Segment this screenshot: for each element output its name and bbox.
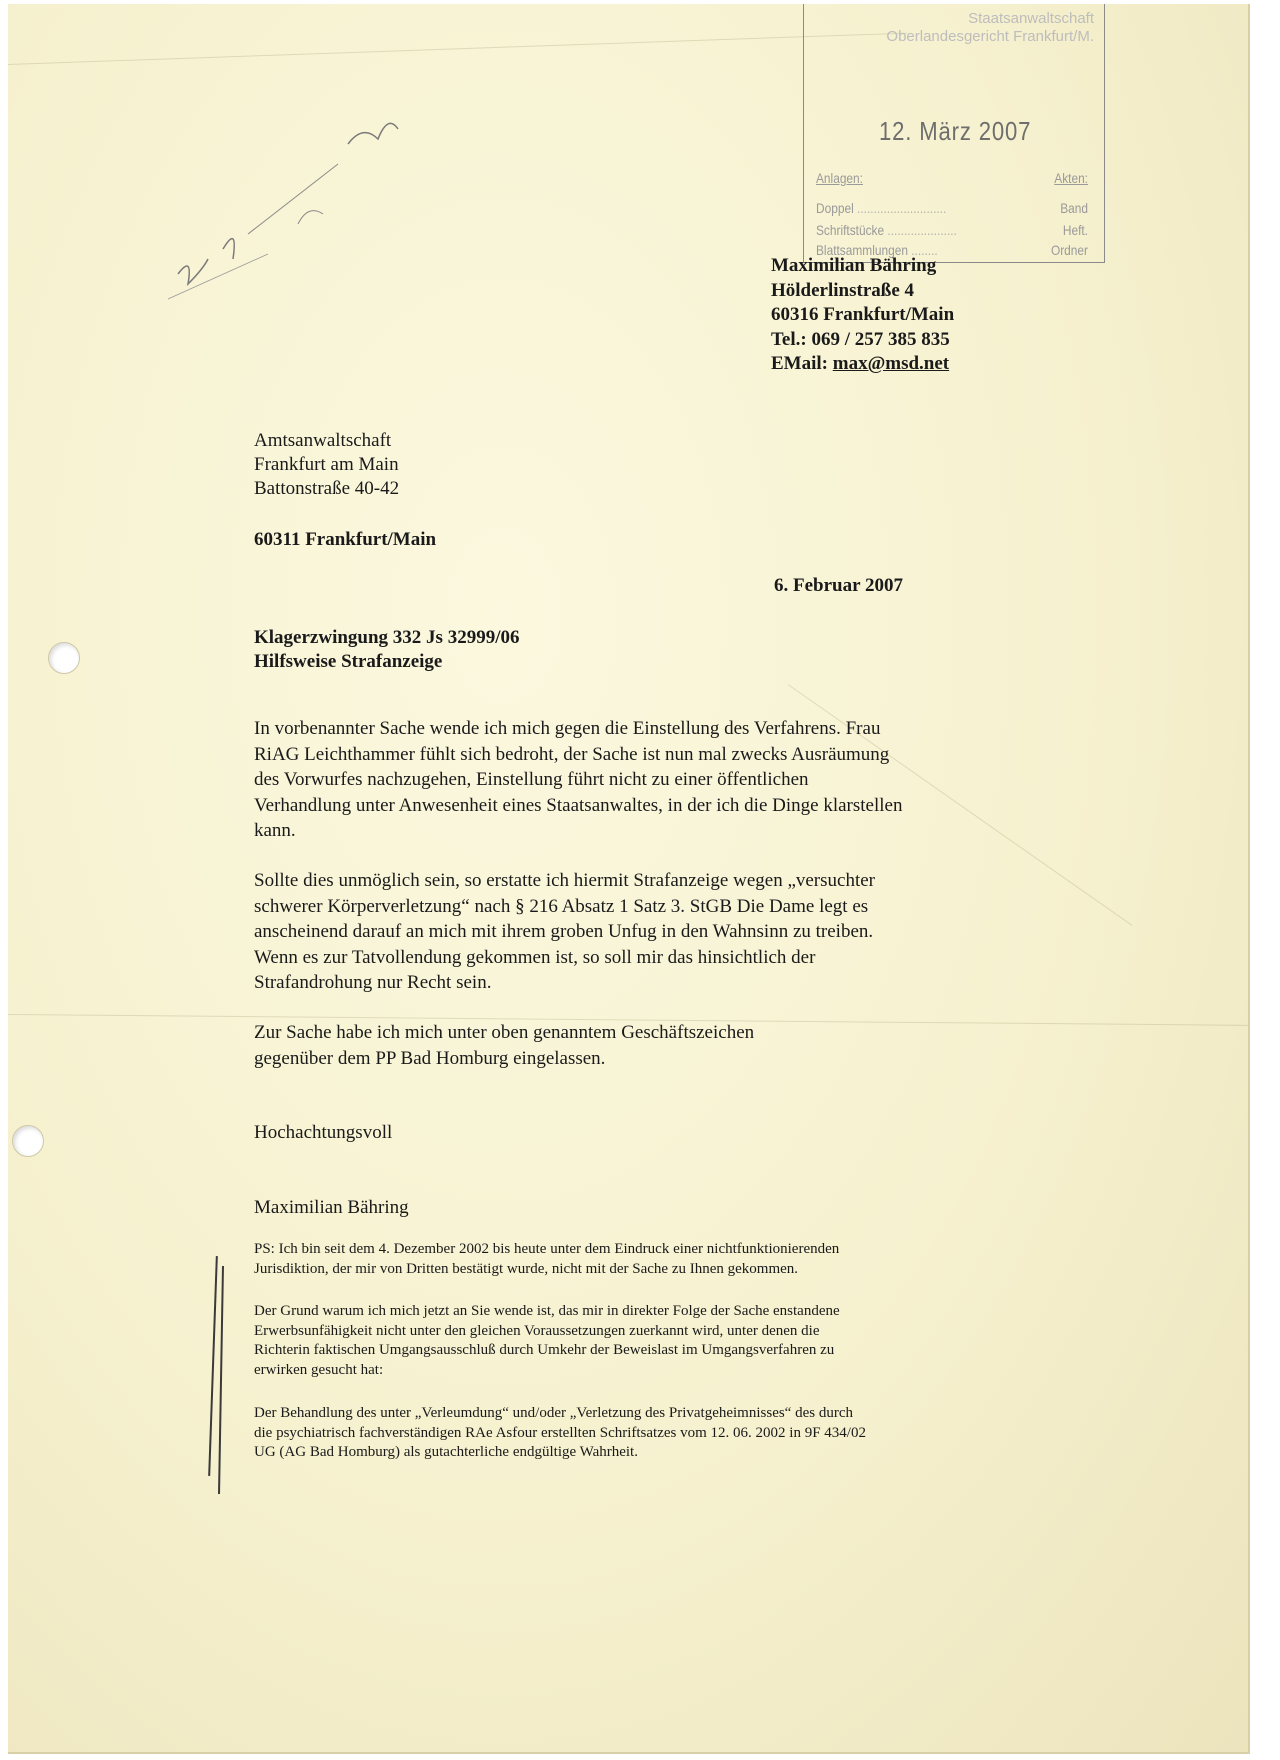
paper-crease xyxy=(8,33,907,65)
body-paragraph-2 xyxy=(254,868,1014,996)
sender-street: Hölderlinstraße 4 xyxy=(771,279,915,301)
stamp-row-anlagen xyxy=(816,170,1088,186)
closing-greeting: Hochachtungsvoll xyxy=(254,1122,393,1143)
sender-phone: Tel.: 069 / 257 385 835 xyxy=(771,328,950,350)
letter-date: 6. Februar 2007 xyxy=(774,575,903,596)
body-line: Sollte dies unmöglich sein, so erstatte ich hiermit Strafanzeige wegen „versuchter xyxy=(254,870,875,891)
stamp-doppel-label: Doppel xyxy=(816,200,854,216)
stamp-dots: ........ xyxy=(911,242,938,258)
handwritten-note xyxy=(148,84,468,324)
ps-line: PS: Ich bin seit dem 4. Dezember 2002 bis heute unter dem Eindruck einer nichtfunktionierenden xyxy=(254,1241,840,1257)
body-line: gegenüber dem PP Bad Homburg eingelassen. xyxy=(254,1047,606,1069)
body-line: In vorbenannter Sache wende ich mich gegen die Einstellung des Verfahrens. Frau xyxy=(254,718,881,739)
stamp-row-schriftstuecke xyxy=(816,222,1088,238)
recipient-line2: Frankfurt am Main xyxy=(254,454,399,475)
stamp-heft-label: Heft. xyxy=(1062,222,1088,238)
sender-name: Maximilian Bähring xyxy=(771,255,937,276)
recipient-city: 60311 Frankfurt/Main xyxy=(254,529,437,550)
sender-email-line xyxy=(771,352,954,377)
stamp-akten-label: Akten: xyxy=(1054,170,1088,186)
body-line: Zur Sache habe ich mich unter oben genanntem Geschäftszeichen xyxy=(254,1022,755,1043)
body-paragraph-1 xyxy=(254,716,1014,844)
stamp-anlagen-label: Anlagen: xyxy=(816,170,863,186)
stamp-header xyxy=(814,10,1094,46)
stamp-header-line2: Oberlandesgericht Frankfurt/M. xyxy=(886,28,1094,45)
body-line: schwerer Körperverletzung“ nach § 216 Absatz 1 Satz 3. StGB Die Dame legt es xyxy=(254,895,869,917)
ps-line: Jurisdiktion, der mir von Dritten bestätigt wurde, nicht mit der Sache zu Ihnen gekommen. xyxy=(254,1260,799,1277)
ps-line: erwirken gesucht hat: xyxy=(254,1361,384,1378)
postscript-paragraph-3 xyxy=(254,1404,1014,1463)
subject-line1: Klagerzwingung 332 Js 32999/06 xyxy=(254,627,520,648)
sender-email-label: EMail: xyxy=(771,353,833,374)
recipient-line3: Battonstraße 40-42 xyxy=(254,478,400,499)
body-line: kann. xyxy=(254,820,296,841)
signature-name: Maximilian Bähring xyxy=(254,1197,409,1218)
recipient-address xyxy=(254,429,399,501)
stamp-row-doppel xyxy=(816,200,1088,216)
stamp-dots: ........................... xyxy=(857,200,947,216)
stamp-band-label: Band xyxy=(1060,200,1088,216)
ps-line: Erwerbsunfähigkeit nicht unter den gleichen Voraussetzungen zuerkannt wird, unter denen die xyxy=(254,1322,820,1339)
stamp-header-line1: Staatsanwaltschaft xyxy=(968,10,1094,27)
body-line: Wenn es zur Tatvollendung gekommen ist, so soll mir das hinsichtlich der xyxy=(254,946,816,968)
ps-line: Der Grund warum ich mich jetzt an Sie wende ist, das mir in direkter Folge der Sache enstandene xyxy=(254,1303,840,1319)
stamp-dots: ..................... xyxy=(887,222,957,238)
postscript-paragraph-1 xyxy=(254,1240,1014,1279)
stamp-date: 12. März 2007 xyxy=(879,116,1032,146)
body-line: Strafandrohung nur Recht sein. xyxy=(254,972,492,993)
sender-address xyxy=(771,254,954,377)
body-line: anscheinend darauf an mich mit ihrem groben Unfug in den Wahnsinn zu treiben. xyxy=(254,921,874,942)
stamp-blattsammlungen-label: Blattsammlungen xyxy=(816,242,908,258)
stamp-schriftstuecke-label: Schriftstücke xyxy=(816,222,885,238)
letter-page xyxy=(8,4,1250,1754)
body-line: Verhandlung unter Anwesenheit eines Staatsanwaltes, in der ich die Dinge klarstellen xyxy=(254,794,903,816)
ps-line: die psychiatrisch fachverständigen RAe Asfour erstellten Schriftsatzes vom 12. 06. 2002 in 9F 434/02 xyxy=(254,1424,866,1441)
receipt-stamp xyxy=(803,4,1105,263)
sender-email: max@msd.net xyxy=(832,353,950,374)
body-line: des Vorwurfes nachzugehen, Einstellung führt nicht zu einer öffentlichen xyxy=(254,769,809,790)
body-paragraph-3 xyxy=(254,1020,1014,1071)
subject-line2: Hilfsweise Strafanzeige xyxy=(254,651,443,672)
ps-line: UG (AG Bad Homburg) als gutachterliche endgültige Wahrheit. xyxy=(254,1444,638,1460)
ps-line: Richterin faktischen Umgangsausschluß durch Umkehr der Beweislast im Umgangsverfahren zu xyxy=(254,1342,835,1358)
body-line: RiAG Leichthammer fühlt sich bedroht, der Sache ist nun mal zwecks Ausräumung xyxy=(254,743,890,765)
margin-mark xyxy=(218,1266,223,1494)
sender-city: 60316 Frankfurt/Main xyxy=(771,304,955,325)
margin-mark xyxy=(208,1256,217,1476)
recipient-line1: Amtsanwaltschaft xyxy=(254,430,392,451)
punch-hole xyxy=(48,642,80,674)
punch-hole xyxy=(12,1125,44,1157)
ps-line: Der Behandlung des unter „Verleumdung“ und/oder „Verletzung des Privatgeheimnisses“ des durch xyxy=(254,1405,853,1421)
subject xyxy=(254,626,519,674)
stamp-ordner-label: Ordner xyxy=(1050,242,1088,258)
postscript-paragraph-2 xyxy=(254,1302,1014,1380)
